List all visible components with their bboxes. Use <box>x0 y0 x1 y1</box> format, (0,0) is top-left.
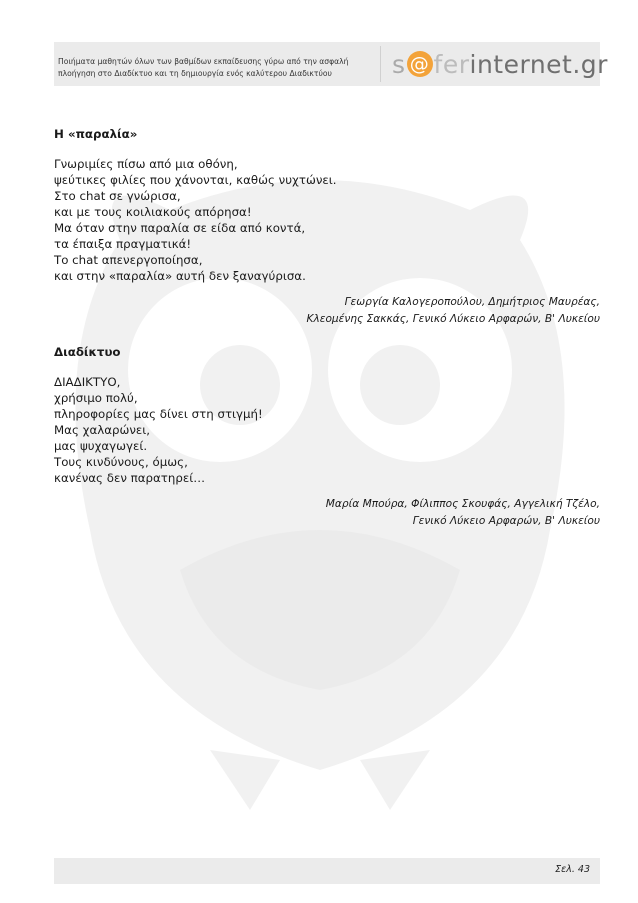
page-number: Σελ. 43 <box>555 864 590 875</box>
poem-line: χρήσιμο πολύ, <box>54 391 138 405</box>
poem-line: Το chat απενεργοποίησα, <box>54 253 203 267</box>
footer-bar <box>54 858 600 884</box>
saferinternet-logo <box>392 44 608 84</box>
header-divider <box>380 46 381 82</box>
at-icon: @ <box>407 51 433 77</box>
poem-line: πληροφορίες μας δίνει στη στιγμή! <box>54 407 263 421</box>
poem-line: και στην «παραλία» αυτή δεν ξαναγύρισα. <box>54 269 306 283</box>
poem <box>54 344 600 530</box>
header-line: πλοήγηση στο Διαδίκτυο και τη δημιουργία ενός καλύτερου Διαδικτύου <box>58 69 332 78</box>
poem-line: μας ψυχαγωγεί. <box>54 439 148 453</box>
poem <box>54 126 600 328</box>
poem-line: Στο chat σε γνώρισα, <box>54 189 181 203</box>
poem-line: Τους κινδύνους, όμως, <box>54 455 188 469</box>
author-line: Γενικό Λύκειο Αρφαρών, Β' Λυκείου <box>412 515 600 527</box>
poem-line: ψεύτικες φιλίες που χάνονται, καθώς νυχτώνει. <box>54 173 337 187</box>
author-line: Κλεομένης Σακκάς, Γενικό Λύκειο Αρφαρών, Β' Λυκείου <box>306 313 600 325</box>
page-content <box>54 126 600 530</box>
poem-line: κανένας δεν παρατηρεί… <box>54 471 206 485</box>
poem-line: Γνωριμίες πίσω από μια οθόνη, <box>54 157 238 171</box>
header-text <box>58 56 378 80</box>
poem-title: Διαδίκτυο <box>54 345 121 359</box>
poem-line: ΔΙΑΔΙΚΤΥΟ, <box>54 375 121 389</box>
poem-title: Η «παραλία» <box>54 127 138 141</box>
author-line: Μαρία Μπούρα, Φίλιππος Σκουφάς, Αγγελική Τζέλο, <box>325 498 600 510</box>
logo-part: internet.gr <box>469 49 608 79</box>
logo-part: s <box>392 49 406 79</box>
section-gap <box>54 328 600 344</box>
poem-line: Μα όταν στην παραλία σε είδα από κοντά, <box>54 221 306 235</box>
poem-line: Μας χαλαρώνει, <box>54 423 151 437</box>
poem-authors <box>54 294 600 328</box>
header-line: Ποιήματα μαθητών όλων των βαθμίδων εκπαίδευσης γύρω από την ασφαλή <box>58 57 349 66</box>
poem-line: και με τους κοιλιακούς απόρησα! <box>54 205 252 219</box>
logo-part: fer <box>433 49 470 79</box>
poem-authors <box>54 496 600 530</box>
poem-line: τα έπαιξα πραγματικά! <box>54 237 192 251</box>
author-line: Γεωργία Καλογεροπούλου, Δημήτριος Μαυρέας, <box>344 296 600 308</box>
